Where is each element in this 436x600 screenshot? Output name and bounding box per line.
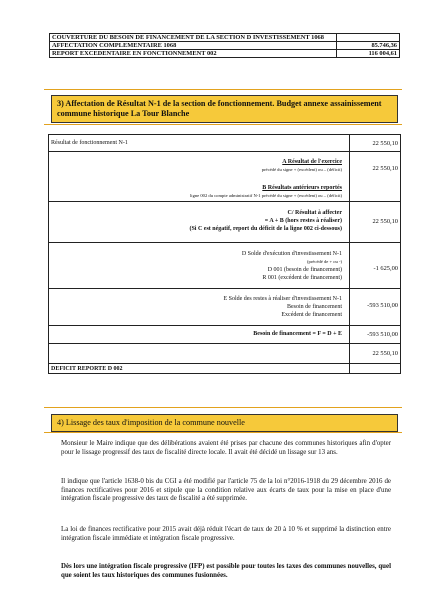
paragraph: La loi de finances rectificative pour 2015 avait déjà réduit l'écart de taux de 20 à 10 % et supprimé la distinction entre intégration fiscale immédiate et intégration fiscale progressive. [61,526,391,542]
investment-balance-note: (précédé de + ou -) [307,259,342,264]
row-value: -593 510,00 [367,302,398,309]
section-rule-bottom [44,124,402,125]
row-value: 22 550,10 [372,218,398,225]
row-label: AFFECTATION COMPLEMENTAIRE 1068 [50,42,337,50]
table-row [50,50,400,58]
table-row [50,42,400,50]
row-label: REPORT EXCEDENTAIRE EN FONCTIONNEMENT 002 [50,50,337,58]
table-row [49,363,400,376]
result-exercise-note: précédé du signe + (excédent) ou – (déficit) [261,167,342,172]
result-to-allocate-note: (Si C est négatif, report du déficit de la ligne 002 ci-dessous) [189,226,342,232]
row-value [337,34,400,42]
row-value: -593 510,00 [367,331,398,338]
investment-balance-title: D Solde d'exécution d'investissement N-1 [241,251,342,257]
row-value: 22 550,10 [372,165,398,172]
allocation-summary-table [49,33,400,58]
section-rule-top [44,407,402,408]
paragraph-emphasis: Dès lors une intégration fiscale progressive (IFP) est possible pour toutes les taxes des communes nouvelles, quel que soient les taux historiques des communes fusionnées. [61,563,391,579]
row-value: 22 550,10 [372,140,398,147]
table-row [49,288,400,326]
deficit-carried-label: DEFICIT REPORTE D 002 [51,366,123,372]
row-label: COUVERTURE DU BESOIN DE FINANCEMENT DE LA SECTION D INVESTISSEMENT 1068 [50,34,337,42]
table-row [49,242,400,289]
section-rule-top [44,89,402,90]
table-row [49,343,400,364]
remaining-surplus-line: Excédent de financement [281,312,342,318]
paragraph: Il indique que l'article 1638-0 bis du CGI a été modifié par l'article 75 de la loi n°2016-1918 du 29 décembre 2016 de finances rectificatives pour 2016 et stipule que la condition relative aux écarts de taux pour la mise en place d'une intégration fiscale progressive des taux de fiscalité a été supprimée. [61,478,391,503]
investment-surplus-line: R 001 (excédent de financement) [262,275,342,281]
remaining-need-line: Besoin de financement [287,304,342,310]
result-to-allocate-title: C/ Résultat à affecter [287,210,342,216]
row-value: 116 004,61 [337,50,400,58]
section-3-title: 3) Affectation de Résultat N-1 de la section de fonctionnement. Budget annexe assainissement commune historique La Tour Blanche [51,95,398,123]
table-row [49,201,400,243]
table-row [49,151,400,202]
result-allocation-table [48,134,401,374]
row-value: -1 625,00 [373,265,398,272]
row-label: Résultat de fonctionnement N-1 [51,140,128,146]
remaining-balance-title: E Solde des restes à réaliser d'investissement N-1 [223,296,342,302]
table-row [49,135,400,151]
investment-need-line: D 001 (besoin de financement) [267,267,342,273]
financing-need-label: Besoin de financement = F = D + E [253,331,342,337]
result-exercise-title: A Résultat de l'exercice [282,159,342,165]
section-4-title: 4) Lissage des taux d'imposition de la commune nouvelle [51,414,398,432]
prior-results-title: B Résultats antérieurs reportés [262,185,342,191]
prior-results-note: ligne 002 du compte administratif N-1 précédé du signe + (excédent) ou – (déficit) [190,193,342,198]
row-value: 85.746,36 [337,42,400,50]
section-rule-bottom [44,432,402,433]
table-row [49,325,400,344]
table-row [50,34,400,42]
row-value: 22 550,10 [372,350,398,357]
result-to-allocate-formula: = A + B (hors restes à réaliser) [264,218,342,224]
paragraph: Monsieur le Maire indique que des délibérations avaient été prises par chacune des communes historiques afin d'opter pour le lissage progressif des taux de fiscalité directe locale. Il avait été décidé un lissage sur 13 ans. [61,440,391,456]
